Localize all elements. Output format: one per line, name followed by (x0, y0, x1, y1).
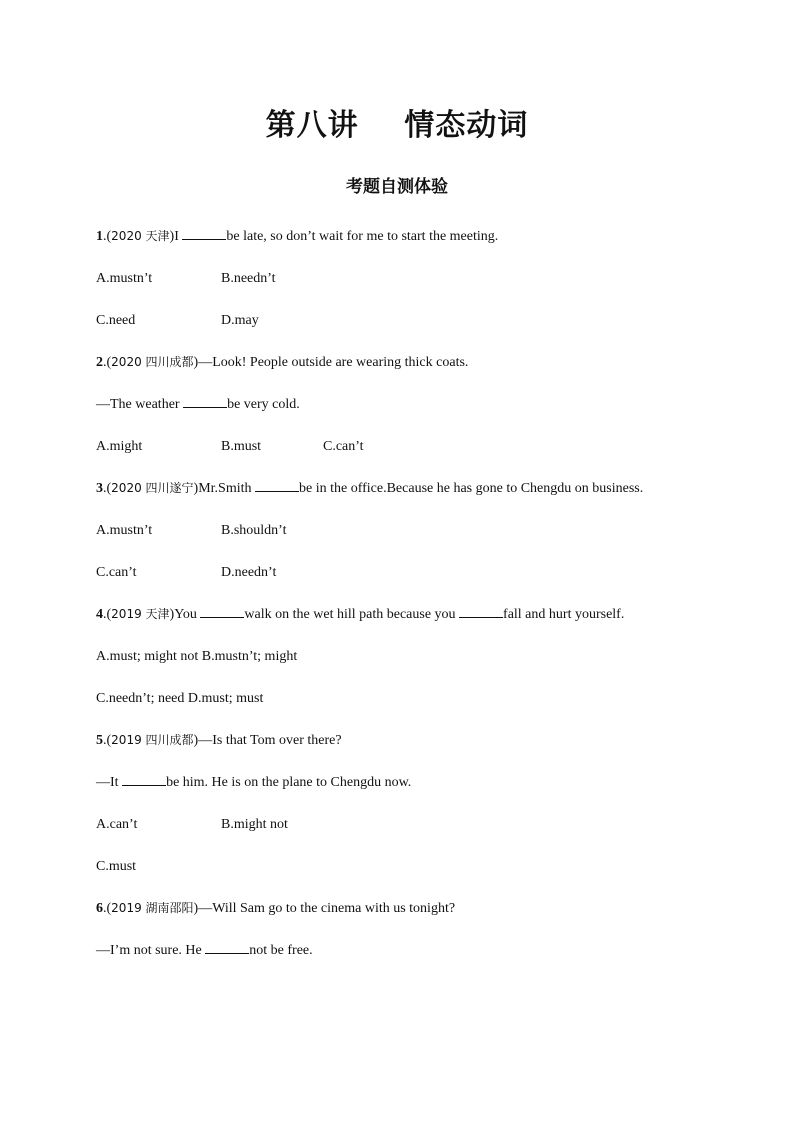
option-b: B.might not (221, 817, 288, 832)
options-row (96, 852, 666, 894)
question-number: 1 (96, 229, 103, 244)
question-number: 4 (96, 607, 103, 622)
question-text: be very cold. (227, 397, 300, 412)
option-a: A.might (96, 439, 143, 454)
question-text: be in the office.Because he has gone to Chengdu on business. (299, 481, 644, 496)
option-d: D.needn’t (221, 565, 277, 580)
question-text: —Will Sam go to the cinema with us tonight? (198, 901, 456, 916)
question-1: 1.(2020 天津)I be late, so don’t wait for me to start the meeting. (96, 229, 499, 244)
question-text: —It (96, 775, 123, 790)
option-a: A.mustn’t (96, 523, 153, 538)
option-b: B.mustn’t; might (201, 649, 298, 664)
question-text: walk on the wet hill path because you (244, 607, 460, 622)
question-text: be him. He is on the plane to Chengdu now. (166, 775, 412, 790)
question-6: 6.(2019 湖南邵阳)—Will Sam go to the cinema with us tonight? (96, 901, 456, 916)
question-text: be late, so don’t wait for me to start the meeting. (226, 229, 499, 244)
question-number: 5 (96, 733, 103, 748)
options-row (96, 432, 666, 474)
question-6-line-2 (96, 936, 666, 978)
option-c: C.can’t (323, 439, 364, 454)
question-list (96, 222, 666, 978)
options-row (96, 810, 666, 852)
option-c: C.can’t (96, 565, 137, 580)
question-5-line-2 (96, 768, 666, 810)
question-text: fall and hurt yourself. (503, 607, 625, 622)
answer-blank (200, 605, 244, 618)
question-source: 2019 湖南邵阳 (111, 901, 194, 915)
options-row (96, 642, 666, 684)
question-text: —The weather (96, 397, 184, 412)
option-d: D.may (221, 313, 259, 328)
question-source: 2020 四川成都 (111, 355, 194, 369)
answer-blank (122, 773, 166, 786)
option-b: B.needn’t (221, 271, 276, 286)
question-number: 6 (96, 901, 103, 916)
answer-blank (183, 395, 227, 408)
question-source: 2019 天津 (111, 607, 170, 621)
option-a: A.must; might not (96, 649, 199, 664)
question-text: not be free. (249, 943, 313, 958)
question-text: —Look! People outside are wearing thick coats. (198, 355, 469, 370)
option-c: C.need (96, 313, 136, 328)
option-b: B.shouldn’t (221, 523, 287, 538)
question-4: 4.(2019 天津)You walk on the wet hill path because you fall and hurt yourself. (96, 607, 625, 622)
question-text: Mr.Smith (198, 481, 255, 496)
question-3: 3.(2020 四川遂宁)Mr.Smith be in the office.Because he has gone to Chengdu on business. (96, 481, 644, 496)
question-source: 2020 天津 (111, 229, 170, 243)
page-title: 第八讲 情态动词 (265, 108, 529, 143)
options-row (96, 264, 666, 306)
question-text: I (174, 229, 183, 244)
answer-blank (459, 605, 503, 618)
options-row (96, 306, 666, 348)
option-a: A.mustn’t (96, 271, 153, 286)
option-b: B.must (221, 439, 262, 454)
option-a: A.can’t (96, 817, 138, 832)
question-text: —I’m not sure. He (96, 943, 206, 958)
question-5: 5.(2019 四川成都)—Is that Tom over there? (96, 733, 342, 748)
options-row (96, 684, 666, 726)
options-row (96, 558, 666, 600)
question-2-line-2 (96, 390, 666, 432)
section-heading: 考题自测体验 (346, 177, 448, 197)
question-text: —Is that Tom over there? (198, 733, 342, 748)
option-d: D.must; must (187, 691, 264, 706)
answer-blank (182, 227, 226, 240)
question-number: 2 (96, 355, 103, 370)
options-row (96, 516, 666, 558)
question-source: 2020 四川遂宁 (111, 481, 194, 495)
option-c: C.needn’t; need (96, 691, 185, 706)
question-number: 3 (96, 481, 103, 496)
answer-blank (255, 479, 299, 492)
option-c: C.must (96, 859, 137, 874)
question-2: 2.(2020 四川成都)—Look! People outside are wearing thick coats. (96, 355, 469, 370)
question-text: You (174, 607, 201, 622)
answer-blank (205, 941, 249, 954)
question-source: 2019 四川成都 (111, 733, 194, 747)
